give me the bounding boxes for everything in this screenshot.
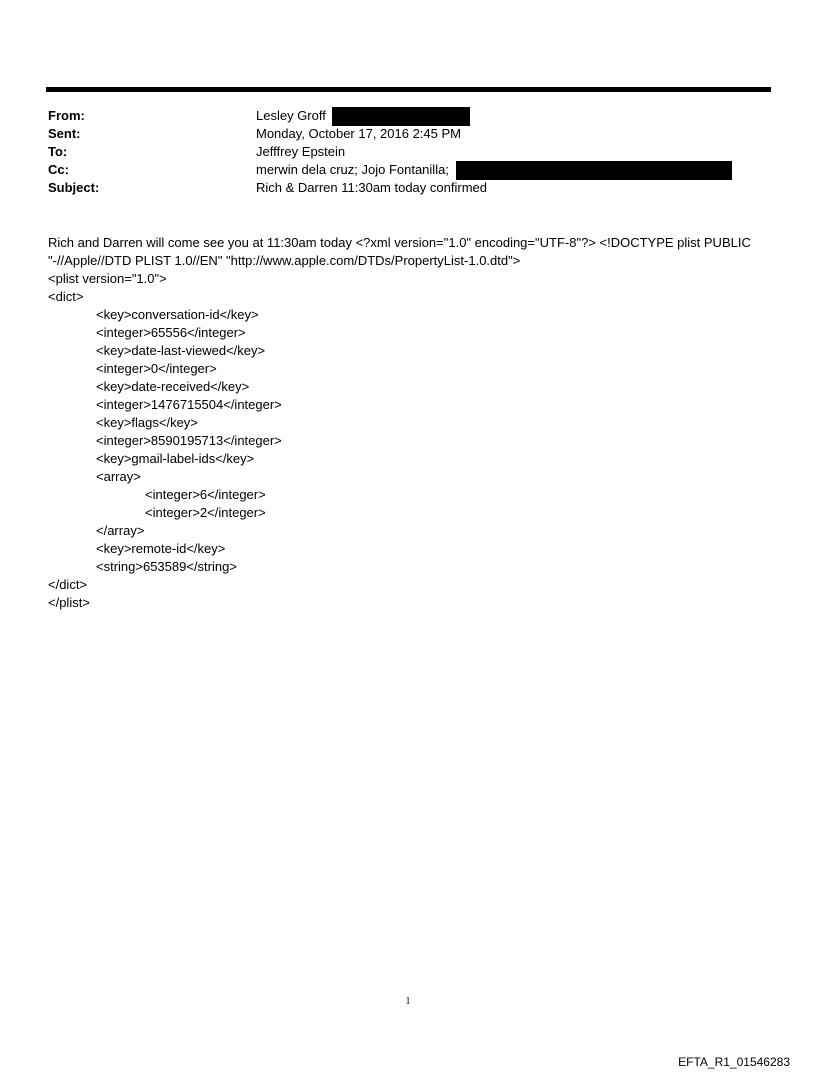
body-line: </dict> (48, 577, 88, 592)
body-line: <integer>8590195713</integer> (96, 433, 282, 448)
sent-value: Monday, October 17, 2016 2:45 PM (256, 126, 461, 141)
document-id: EFTA_R1_01546283 (678, 1055, 790, 1069)
subject-label: Subject: (48, 180, 100, 195)
body-line: <integer>1476715504</integer> (96, 397, 282, 412)
body-line: <integer>65556</integer> (96, 325, 246, 340)
body-line: <dict> (48, 289, 84, 304)
subject-row (48, 179, 748, 197)
sent-label: Sent: (48, 126, 81, 141)
body-line: <integer>0</integer> (96, 361, 217, 376)
body-line: <key>flags</key> (96, 415, 198, 430)
sent-row (48, 125, 748, 143)
from-value (256, 107, 470, 126)
from-label: From: (48, 108, 85, 123)
cc-row (48, 161, 748, 179)
body-line: <array> (96, 469, 141, 484)
body-line: "-//Apple//DTD PLIST 1.0//EN" "http://www.apple.com/DTDs/PropertyList-1.0.dtd"> (48, 253, 521, 268)
email-body (48, 234, 768, 612)
body-line: <key>conversation-id</key> (96, 307, 259, 322)
body-line: <integer>2</integer> (145, 505, 266, 520)
body-line: <key>remote-id</key> (96, 541, 226, 556)
body-line: <plist version="1.0"> (48, 271, 167, 286)
body-line: </array> (96, 523, 145, 538)
body-line: <string>653589</string> (96, 559, 237, 574)
header-divider (46, 87, 771, 92)
body-line: <integer>6</integer> (145, 487, 266, 502)
body-line: </plist> (48, 595, 90, 610)
to-label: To: (48, 144, 68, 159)
from-redaction (332, 107, 470, 126)
from-row (48, 107, 748, 125)
body-line: <key>gmail-label-ids</key> (96, 451, 255, 466)
cc-redaction (456, 161, 732, 180)
body-line: <key>date-last-viewed</key> (96, 343, 266, 358)
subject-value: Rich & Darren 11:30am today confirmed (256, 180, 487, 195)
cc-label: Cc: (48, 162, 69, 177)
to-value: Jefffrey Epstein (256, 144, 346, 159)
body-line: Rich and Darren will come see you at 11:30am today <?xml version="1.0" encoding="UTF-8"?> <!DOCTYPE plist PUBLIC (48, 235, 751, 250)
cc-names: merwin dela cruz; Jojo Fontanilla; (256, 162, 449, 177)
page-number: 1 (405, 996, 411, 1007)
cc-value (256, 161, 732, 180)
to-row (48, 143, 748, 161)
from-name: Lesley Groff (256, 108, 326, 123)
body-line: <key>date-received</key> (96, 379, 250, 394)
